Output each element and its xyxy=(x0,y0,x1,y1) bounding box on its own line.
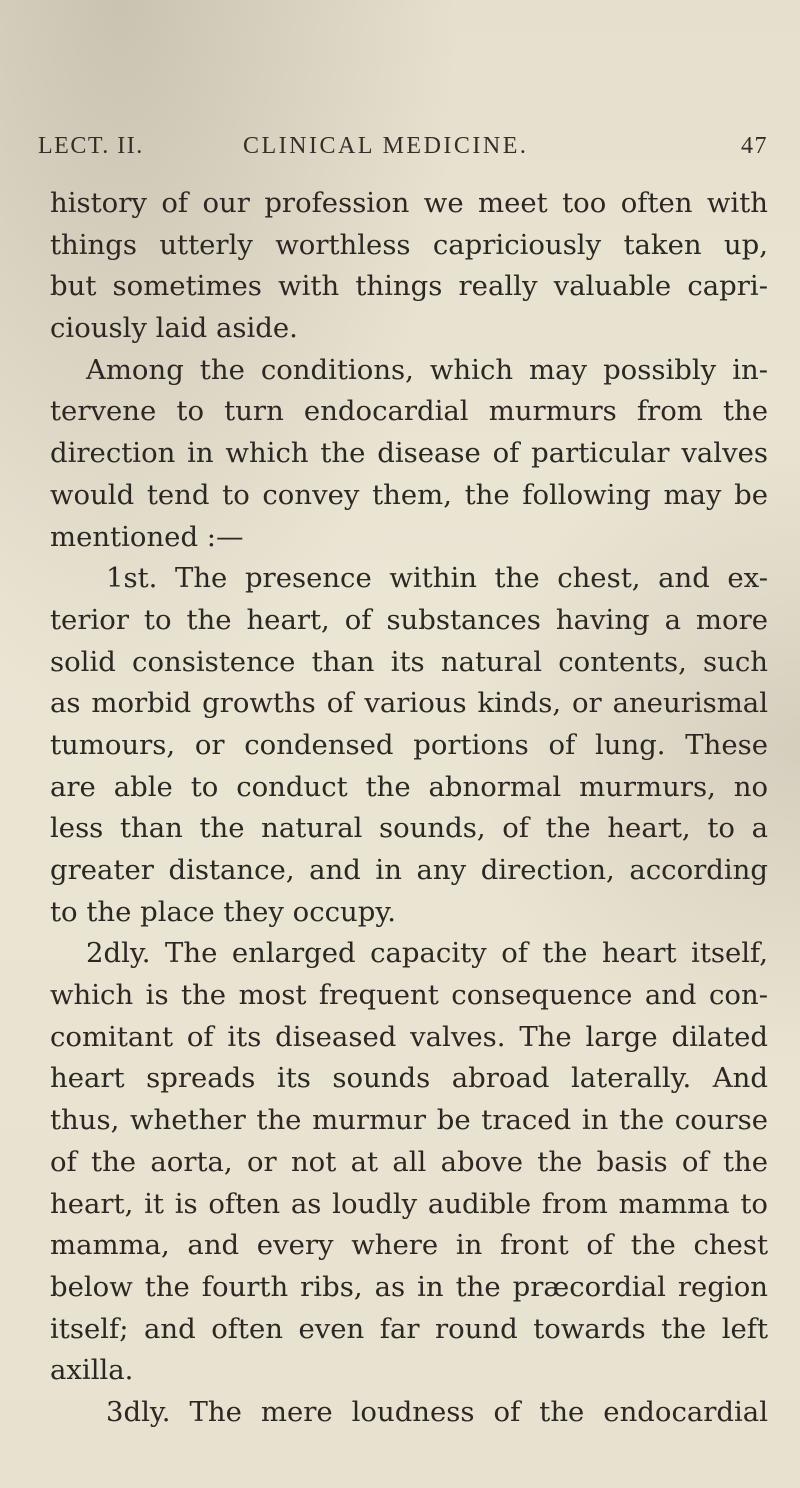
page-number: 47 xyxy=(741,133,768,159)
text-line: tumours, or condensed portions of lung. These xyxy=(50,728,768,761)
paragraph-start-line: 2dly. The enlarged capacity of the heart itself, xyxy=(86,937,768,970)
text-line: to the place they occupy. xyxy=(50,895,396,928)
text-line: heart spreads its sounds abroad laterally. And xyxy=(50,1062,768,1095)
paragraph-start-line: Among the conditions, which may possibly in- xyxy=(86,353,768,386)
text-line: but sometimes with things really valuable capri- xyxy=(50,270,768,303)
text-line: solid consistence than its natural contents, such xyxy=(50,645,768,678)
body-text xyxy=(50,183,768,1434)
text-line: thus, whether the murmur be traced in the course xyxy=(50,1104,768,1137)
paragraph-start-line: 1st. The presence within the chest, and ex- xyxy=(106,562,768,595)
text-line: less than the natural sounds, of the heart, to a xyxy=(50,812,768,845)
text-line: axilla. xyxy=(50,1354,134,1387)
text-line: itself; and often even far round towards the left xyxy=(50,1312,768,1345)
text-line: things utterly worthless capriciously taken up, xyxy=(50,228,768,261)
text-line: ciously laid aside. xyxy=(50,312,298,345)
text-line: of the aorta, or not at all above the basis of the xyxy=(50,1145,768,1178)
running-title: CLINICAL MEDICINE. xyxy=(243,133,529,159)
text-line: history of our profession we meet too often with xyxy=(50,187,768,219)
text-line: heart, it is often as loudly audible from mamma to xyxy=(50,1187,768,1220)
text-line: mamma, and every where in front of the chest xyxy=(50,1229,768,1262)
paragraph-start-line: 3dly. The mere loudness of the endocardial xyxy=(106,1395,768,1428)
text-line: as morbid growths of various kinds, or aneurismal xyxy=(50,687,768,720)
text-line: are able to conduct the abnormal murmurs, no xyxy=(50,770,768,803)
text-line: below the fourth ribs, as in the præcordial region xyxy=(50,1270,768,1303)
text-line: greater distance, and in any direction, according xyxy=(50,854,768,886)
text-line: would tend to convey them, the following may be xyxy=(50,478,768,511)
text-line: which is the most frequent consequence and con- xyxy=(50,979,768,1012)
text-line: tervene to turn endocardial murmurs from the xyxy=(50,395,768,428)
text-line: comitant of its diseased valves. The large dilated xyxy=(50,1020,768,1053)
lecture-number: LECT. II. xyxy=(38,133,144,159)
text-line: terior to the heart, of substances having a more xyxy=(50,603,768,636)
text-line: mentioned :— xyxy=(50,520,244,553)
text-line: direction in which the disease of particular valves xyxy=(50,437,768,470)
running-header xyxy=(38,133,768,167)
